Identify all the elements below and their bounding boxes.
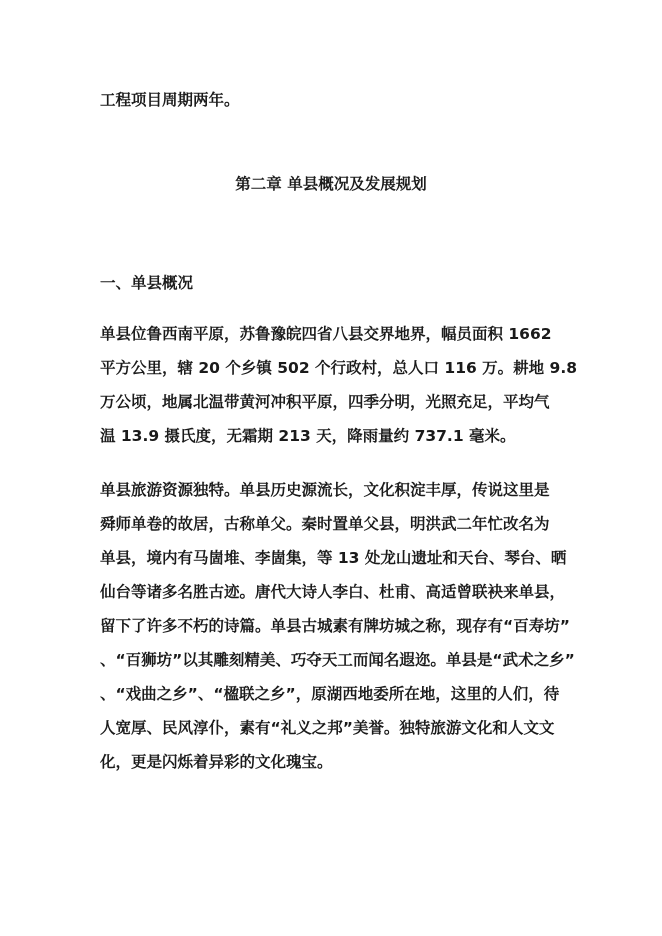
paragraph-line: 平方公里，辖 20 个乡镇 502 个行政村，总人口 116 万。耕地 9.8: [100, 359, 578, 377]
chapter-title: 第二章 单县概况及发展规划: [235, 175, 427, 193]
paragraph-line: 人宽厚、民风淳仆，素有“礼义之邦”美誉。独特旅游文化和人文文: [100, 719, 555, 737]
section-heading: 一、单县概况: [100, 274, 194, 292]
paragraph-line: 、“百狮坊”以其雕刻精美、巧夺天工而闻名遐迩。单县是“武术之乡”: [100, 651, 575, 669]
intro-line: 工程项目周期两年。: [100, 91, 240, 109]
paragraph-line: 温 13.9 摄氏度，无霜期 213 天，降雨量约 737.1 毫米。: [100, 427, 516, 445]
paragraph-line: 、“戏曲之乡”、“楹联之乡”，原湖西地委所在地，这里的人们，待: [100, 685, 560, 703]
paragraph-line: 留下了许多不朽的诗篇。单县古城素有牌坊城之称，现存有“百寿坊”: [100, 617, 570, 635]
paragraph-line: 舜师单卷的故居，古称单父。秦时置单父县，明洪武二年忙改名为: [100, 515, 550, 533]
paragraph-line: 万公顷，地属北温带黄河冲积平原，四季分明，光照充足，平均气: [100, 393, 550, 411]
paragraph-line: 单县旅游资源独特。单县历史源流长，文化积淀丰厚，传说这里是: [100, 481, 550, 499]
paragraph-line: 单县位鲁西南平原，苏鲁豫皖四省八县交界地界，幅员面积 1662: [100, 325, 552, 343]
paragraph-line: 化，更是闪烁着异彩的文化瑰宝。: [100, 753, 333, 771]
paragraph-line: 仙台等诸多名胜古迹。唐代大诗人李白、杜甫、高适曾联袂来单县，: [100, 583, 566, 601]
paragraph-line: 单县，境内有马崮堆、李崮集，等 13 处龙山遗址和天台、琴台、晒: [100, 549, 567, 567]
